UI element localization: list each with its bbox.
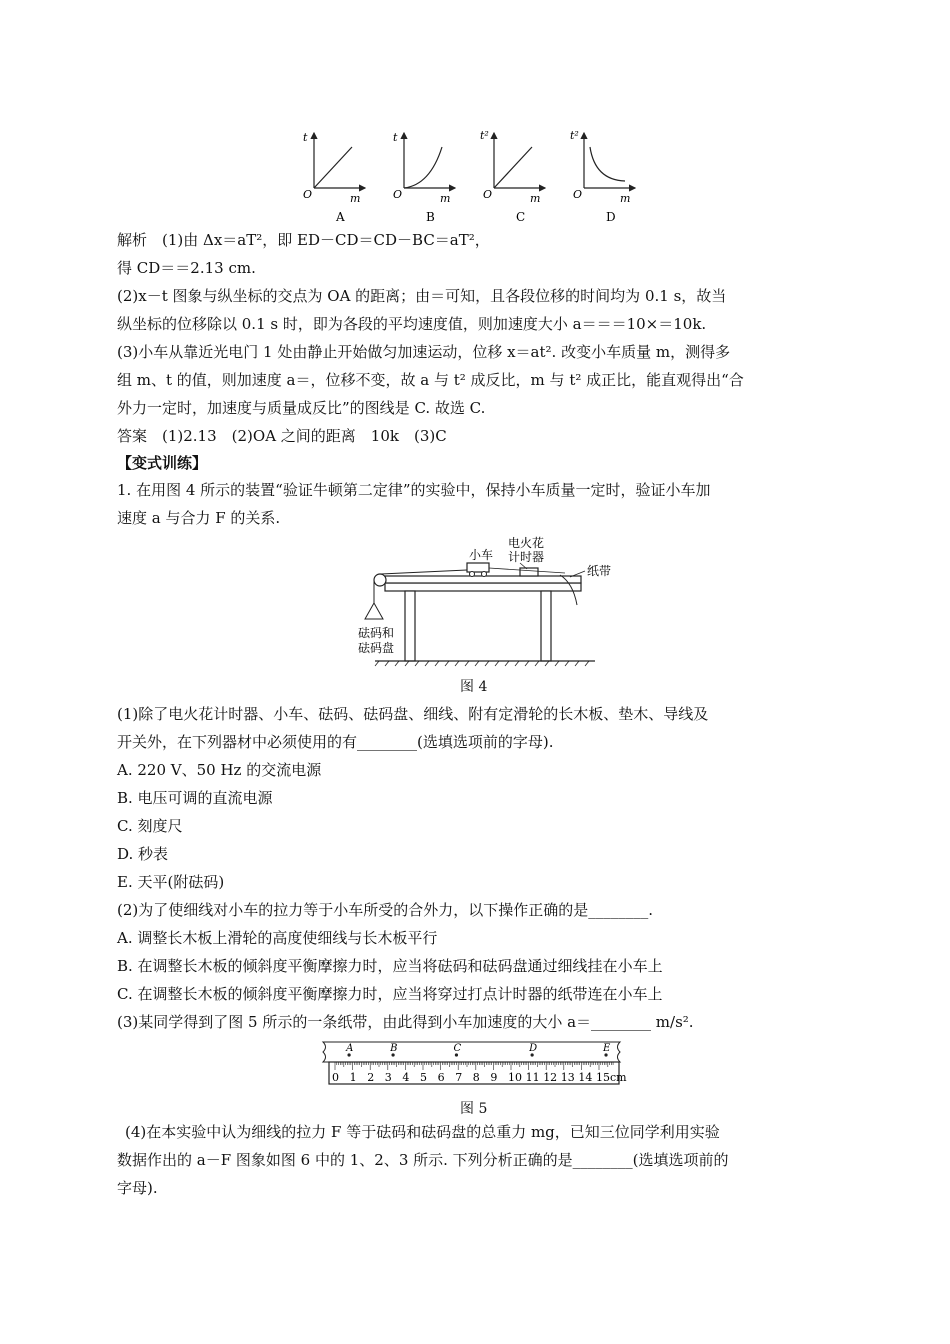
variant-heading: 【变式训练】 (117, 454, 208, 472)
tape-point-label-b: B (390, 1043, 398, 1054)
part-3-stem: (3)某同学得到了图 5 所示的一条纸带，由此得到小车加速度的大小 a＝________ m/s². (117, 1013, 694, 1031)
weight-label-1: 砝码和 (358, 626, 395, 640)
timer-label-1: 电火花 (508, 536, 545, 550)
answer-line: 答案 (1)2.13 (2)OA 之间的距离 10k (3)C (117, 427, 447, 445)
analysis-line-4: 纵坐标的位移除以 0.1 s 时，即为各段的平均速度值，则加速度大小 a＝＝＝10×＝10k. (117, 315, 707, 333)
part-1-option-b: B. 电压可调的直流电源 (117, 789, 273, 807)
figure-4 (355, 535, 625, 670)
graph-d-letter: D (606, 210, 616, 224)
graph-a-origin: O (303, 188, 313, 201)
graph-b-xlabel: m (440, 192, 451, 205)
tape-point-label-c: C (453, 1043, 462, 1054)
graph-d-origin: O (573, 188, 583, 201)
weight-label-2: 砝码盘 (358, 641, 395, 655)
question-1-line-1: 1. 在用图 4 所示的装置“验证牛顿第二定律”的实验中，保持小车质量一定时，验证小车加 (117, 481, 711, 499)
graph-a-ylabel: t (303, 131, 308, 144)
ruler-tick-label: 6 (437, 1071, 445, 1084)
part-1-stem-line-1: (1)除了电火花计时器、小车、砝码、砝码盘、细线、附有定滑轮的长木板、垫木、导线及 (117, 705, 709, 723)
analysis-line-2: 得 CD＝＝2.13 cm. (117, 259, 256, 277)
graphs-row (290, 125, 660, 225)
part-2-option-a: A. 调整长木板上滑轮的高度使细线与长木板平行 (117, 929, 438, 947)
graph-a-line (314, 147, 352, 188)
graph-c-letter: C (516, 210, 526, 224)
pulley-icon (374, 574, 386, 586)
part-1-stem-line-2: 开关外，在下列器材中必须使用的有________(选填选项前的字母). (117, 733, 554, 751)
graph-d-curve (590, 147, 625, 181)
ruler-tick-label: 1 (349, 1071, 357, 1084)
analysis-line-6: 组 m、t 的值，则加速度 a＝，位移不变，故 a 与 t² 成反比，m 与 t² 成正比，能直观得出“合 (117, 371, 744, 389)
ruler-tick-label: 4 (402, 1071, 410, 1084)
ruler-tick-label: 13 (560, 1071, 575, 1084)
analysis-line-3: (2)x－t 图象与纵坐标的交点为 OA 的距离；由＝可知，且各段位移的时间均为 0.1 s，故当 (117, 287, 727, 305)
graph-b-ylabel: t (393, 131, 398, 144)
part-4-line-3: 字母). (117, 1179, 158, 1197)
tape-strip (323, 1042, 620, 1062)
cart-icon (467, 563, 489, 572)
ruler-tick-label: 3 (384, 1071, 392, 1084)
graph-a-xlabel: m (350, 192, 361, 205)
graph-a (303, 131, 365, 224)
part-4-line-1: (4)在本实验中认为细线的拉力 F 等于砝码和砝码盘的总重力 mg，已知三位同学利用实验 (125, 1123, 720, 1141)
part-2-stem: (2)为了使细线对小车的拉力等于小车所受的合外力，以下操作正确的是________. (117, 901, 654, 919)
tape-point-label-e: E (603, 1043, 611, 1054)
weight-pan-icon (365, 603, 383, 619)
ruler-tick-label: 15cm (596, 1071, 627, 1084)
graph-c-line (494, 147, 532, 188)
ruler-tick-label: 12 (543, 1071, 558, 1084)
tape-label: 纸带 (587, 564, 612, 578)
ruler-tick-label: 9 (490, 1071, 498, 1084)
graph-b-letter: B (426, 210, 435, 224)
graph-d (570, 129, 635, 224)
ruler-tick-label: 7 (455, 1071, 463, 1084)
graph-c-ylabel: t² (480, 129, 489, 142)
ruler-tick-label: 10 (508, 1071, 522, 1084)
graph-d-xlabel: m (620, 192, 631, 205)
tape-point-label-d: D (529, 1043, 538, 1054)
analysis-line-1: 解析 (1)由 Δx＝aT²，即 ED－CD＝CD－BC＝aT²， (117, 231, 490, 249)
graph-b-curve (404, 147, 442, 188)
timer-icon (520, 568, 538, 576)
part-2-option-b: B. 在调整长木板的倾斜度平衡摩擦力时，应当将砝码和砝码盘通过细线挂在小车上 (117, 957, 663, 975)
ruler-tick-label: 14 (578, 1071, 593, 1084)
graph-c (480, 129, 545, 224)
part-1-option-d: D. 秒表 (117, 845, 169, 863)
graph-b-origin: O (393, 188, 403, 201)
part-1-option-c: C. 刻度尺 (117, 817, 183, 835)
figure-4-caption: 图 4 (460, 679, 488, 695)
analysis-line-5: (3)小车从靠近光电门 1 处由静止开始做匀加速运动，位移 x＝at². 改变小车质量 m，测得多 (117, 343, 731, 361)
part-4-line-2: 数据作出的 a－F 图象如图 6 中的 1、2、3 所示. 下列分析正确的是________(选填选项前的 (117, 1151, 729, 1169)
graph-a-letter: A (336, 210, 345, 224)
graph-d-ylabel: t² (570, 129, 579, 142)
ruler-tick-label: 11 (525, 1071, 540, 1084)
question-1-line-2: 速度 a 与合力 F 的关系. (117, 509, 281, 527)
ruler-tick-label: 2 (367, 1071, 375, 1084)
ruler-tick-label: 5 (420, 1071, 427, 1084)
part-1-option-a: A. 220 V、50 Hz 的交流电源 (117, 761, 322, 779)
ruler-tick-label: 8 (472, 1071, 480, 1084)
part-2-option-c: C. 在调整长木板的倾斜度平衡摩擦力时，应当将穿过打点计时器的纸带连在小车上 (117, 985, 663, 1003)
graph-c-xlabel: m (530, 192, 541, 205)
timer-label-2: 计时器 (508, 550, 545, 564)
ruler-tick-label: 0 (332, 1071, 339, 1084)
graph-b (393, 131, 455, 224)
analysis-line-7: 外力一定时，加速度与质量成反比”的图线是 C. 故选 C. (117, 399, 486, 417)
cart-label: 小车 (469, 548, 494, 562)
figure-5-caption: 图 5 (460, 1101, 488, 1117)
figure-5 (315, 1040, 635, 1088)
graph-c-origin: O (483, 188, 493, 201)
part-1-option-e: E. 天平(附砝码) (117, 873, 225, 891)
tape-point-label-a: A (346, 1043, 354, 1054)
